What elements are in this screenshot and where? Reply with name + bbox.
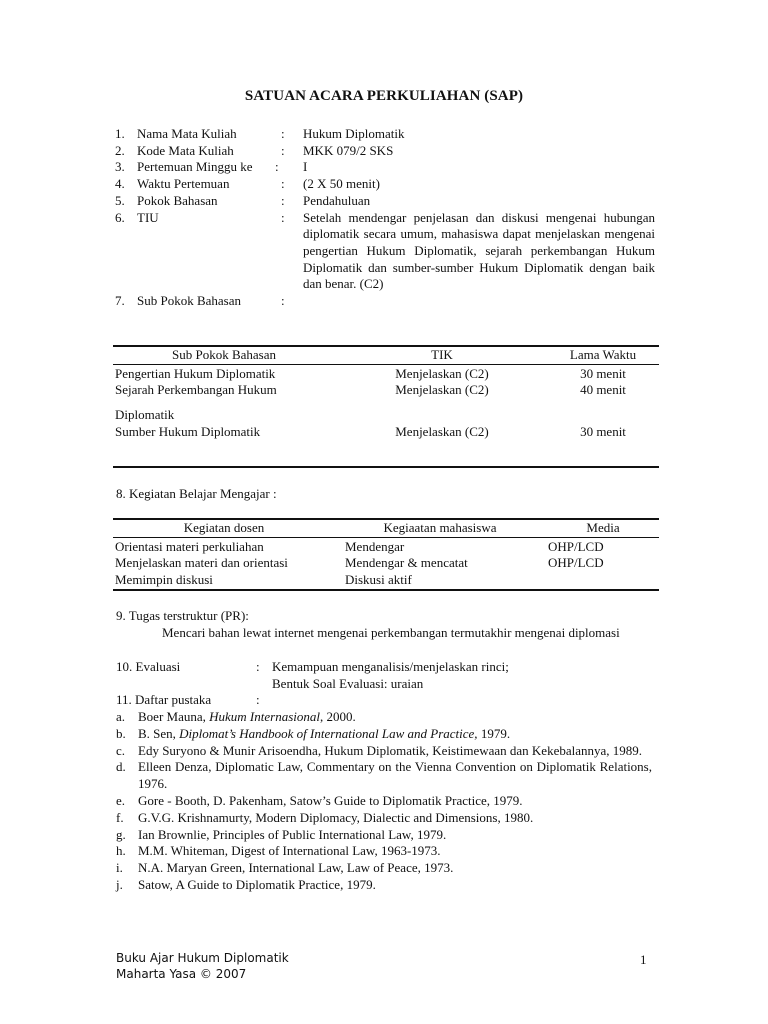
info-row-nama-mata-kuliah — [115, 126, 655, 143]
info-row-pertemuan-minggu — [115, 159, 655, 176]
column-header-kegiatan-mahasiswa: Kegiaatan mahasiswa — [383, 520, 497, 535]
info-colon: : — [281, 142, 285, 158]
table-cell-tik: Menjelaskan (C2) — [395, 366, 489, 381]
info-label: TIU — [137, 209, 159, 225]
reference-letter: c. — [116, 742, 126, 758]
reference-item — [116, 743, 652, 760]
info-label: Kode Mata Kuliah — [137, 142, 234, 158]
table-cell-tik: Menjelaskan (C2) — [395, 382, 489, 397]
info-value: I — [303, 159, 308, 175]
reference-text: N.A. Maryan Green, International Law, Law of Peace, 1973. — [138, 860, 454, 876]
reference-item — [116, 860, 652, 877]
reference-text: Satow, A Guide to Diplomatik Practice, 1979. — [138, 876, 376, 892]
table-cell-topic: Diplomatik — [115, 407, 175, 422]
reference-item — [116, 793, 652, 810]
reference-text: M.M. Whiteman, Digest of International Law, 1963-1973. — [138, 843, 441, 859]
footer-author: Maharta Yasa © 2007 — [116, 967, 247, 981]
table-cell-topic: Pengertian Hukum Diplomatik — [115, 366, 276, 381]
info-number: 7. — [115, 293, 125, 309]
reference-letter: i. — [116, 860, 123, 876]
info-number: 1. — [115, 126, 125, 141]
reference-text: Elleen Denza, Diplomatic Law, Commentary on the Vienna Convention on Diplomatik Relations, 1976. — [138, 759, 652, 792]
daftar-pustaka-label: 11. Daftar pustaka — [116, 692, 212, 707]
kbm-cell-mahasiswa: Mendengar — [345, 539, 405, 554]
info-number: 5. — [115, 192, 125, 208]
info-label: Pertemuan Minggu ke — [137, 159, 253, 175]
evaluasi-colon: : — [256, 659, 260, 674]
reference-letter: h. — [116, 843, 126, 859]
kbm-cell-dosen: Memimpin diskusi — [115, 572, 213, 587]
reference-letter: b. — [116, 725, 126, 741]
kbm-cell-mahasiswa: Mendengar & mencatat — [345, 555, 468, 570]
info-value: Setelah mendengar penjelasan dan diskusi mengenai hubungan diplomatik secara umum, mahasiswa dapat menjelaskan mengenai pengertian Hukum Diplomatik, sejarah perkembangan Hukum Diplomatik dan sumber-sumber Hukum Diplomatik dengan baik dan benar. (C2) — [303, 209, 655, 292]
kbm-cell-media: OHP/LCD — [548, 539, 604, 554]
kbm-heading: 8. Kegiatan Belajar Mengajar : — [116, 486, 277, 501]
column-header-kegiatan-dosen: Kegiatan dosen — [183, 520, 265, 535]
reference-item — [116, 827, 652, 844]
reference-item — [116, 726, 652, 743]
reference-letter: d. — [116, 759, 126, 775]
info-value — [303, 293, 655, 310]
info-label: Nama Mata Kuliah — [137, 126, 237, 141]
reference-letter: g. — [116, 826, 126, 842]
info-number: 6. — [115, 209, 125, 225]
info-colon: : — [281, 293, 285, 309]
kbm-cell-media: OHP/LCD — [548, 555, 604, 570]
info-colon: : — [281, 126, 285, 141]
table-cell-time: 30 menit — [580, 424, 626, 439]
info-number: 3. — [115, 159, 125, 175]
reference-letter: e. — [116, 792, 126, 808]
info-number: 2. — [115, 142, 125, 158]
reference-letter: j. — [116, 876, 123, 892]
page-number: 1 — [640, 952, 647, 967]
kbm-cell-mahasiswa: Diskusi aktif — [345, 572, 412, 587]
table-cell-topic: Sejarah Perkembangan Hukum — [115, 382, 277, 397]
info-row-kode-mata-kuliah — [115, 143, 655, 160]
column-header-tik: TIK — [431, 347, 453, 362]
reference-list — [116, 709, 652, 894]
info-row-pokok-bahasan — [115, 193, 655, 210]
info-value: Pendahuluan — [303, 192, 371, 208]
info-colon: : — [275, 159, 279, 175]
reference-item — [116, 843, 652, 860]
kbm-rule-header — [113, 537, 659, 538]
evaluasi-line-2: Bentuk Soal Evaluasi: uraian — [272, 676, 424, 691]
page-title: SATUAN ACARA PERKULIAHAN (SAP) — [244, 88, 524, 104]
info-row-waktu-pertemuan — [115, 176, 655, 193]
info-colon: : — [281, 209, 285, 225]
info-value: MKK 079/2 SKS — [303, 142, 394, 158]
info-label: Waktu Pertemuan — [137, 176, 230, 192]
table-cell-time: 40 menit — [580, 382, 626, 397]
reference-text: B. Sen, Diplomat’s Handbook of International Law and Practice, 1979. — [138, 725, 511, 741]
info-value: Hukum Diplomatik — [303, 126, 405, 141]
tugas-text: Mencari bahan lewat internet mengenai perkembangan termutakhir mengenai diplomasi — [162, 625, 620, 640]
table-rule-header — [113, 364, 659, 365]
footer-book-title: Buku Ajar Hukum Diplomatik — [116, 951, 289, 965]
reference-item — [116, 810, 652, 827]
reference-text: Gore - Booth, D. Pakenham, Satow’s Guide to Diplomatik Practice, 1979. — [138, 792, 523, 808]
reference-text: Edy Suryono & Munir Arisoendha, Hukum Diplomatik, Keistimewaan dan Kekebalannya, 1989. — [138, 742, 643, 758]
kbm-cell-dosen: Orientasi materi perkuliahan — [115, 539, 264, 554]
reference-text: Ian Brownlie, Principles of Public International Law, 1979. — [138, 826, 447, 842]
reference-item — [116, 759, 652, 793]
table-cell-tik: Menjelaskan (C2) — [395, 424, 489, 439]
reference-item — [116, 709, 652, 726]
kbm-cell-dosen: Menjelaskan materi dan orientasi — [115, 555, 288, 570]
column-header-lama-waktu: Lama Waktu — [569, 347, 637, 362]
reference-text: G.V.G. Krishnamurty, Modern Diplomacy, Dialectic and Dimensions, 1980. — [138, 809, 534, 825]
evaluasi-label: 10. Evaluasi — [116, 659, 181, 674]
info-number: 4. — [115, 176, 125, 192]
evaluasi-line-1: Kemampuan menganalisis/menjelaskan rinci; — [272, 659, 509, 674]
info-value: (2 X 50 menit) — [303, 176, 380, 192]
kbm-rule-bottom — [113, 589, 659, 591]
column-header-media: Media — [586, 520, 620, 535]
info-label: Sub Pokok Bahasan — [137, 293, 241, 309]
info-row-tiu — [115, 210, 655, 294]
page-footer — [116, 950, 289, 982]
reference-text: Boer Mauna, Hukum Internasional, 2000. — [138, 709, 356, 724]
course-info-list — [115, 126, 655, 310]
info-colon: : — [281, 176, 285, 192]
info-row-sub-pokok-bahasan — [115, 293, 655, 310]
table-cell-time: 30 menit — [580, 366, 626, 381]
reference-letter: f. — [116, 809, 124, 825]
info-label: Pokok Bahasan — [137, 192, 218, 208]
column-header-sub-pokok: Sub Pokok Bahasan — [172, 347, 276, 362]
table-cell-topic: Sumber Hukum Diplomatik — [115, 424, 261, 439]
daftar-pustaka-colon: : — [256, 692, 260, 707]
info-colon: : — [281, 192, 285, 208]
tugas-heading: 9. Tugas terstruktur (PR): — [116, 608, 249, 623]
reference-item — [116, 877, 652, 894]
reference-letter: a. — [116, 709, 126, 724]
table-rule-bottom — [113, 466, 659, 468]
